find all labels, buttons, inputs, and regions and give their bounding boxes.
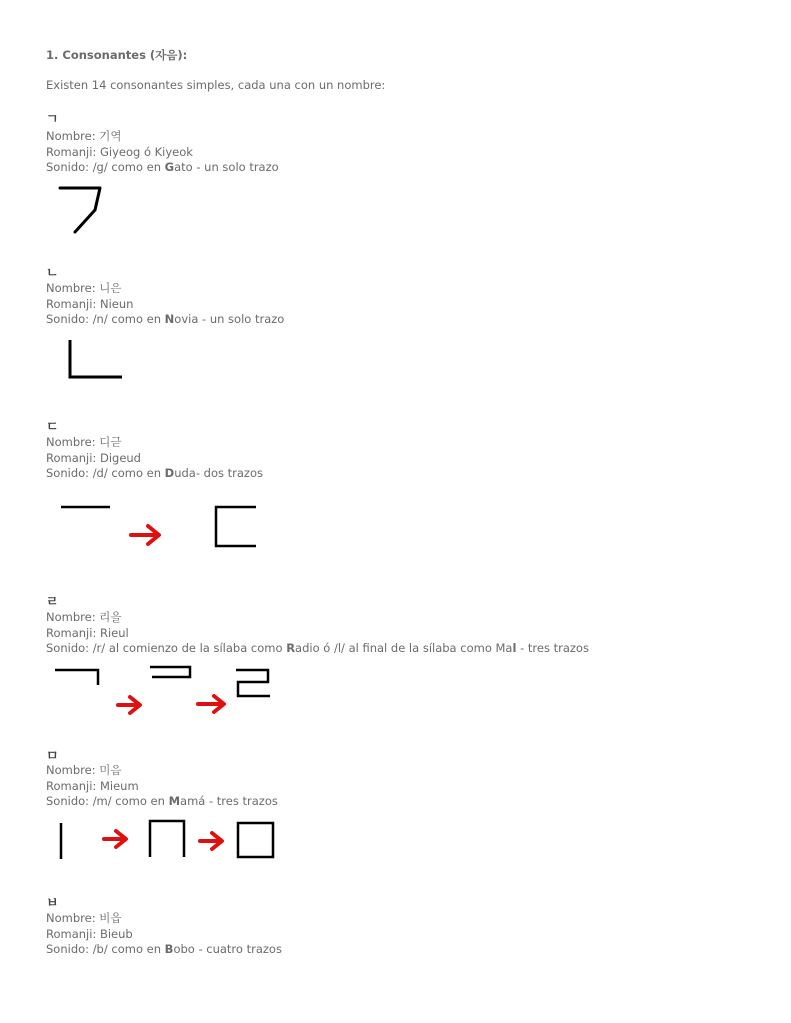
stroke-diagram-nieun xyxy=(60,335,130,385)
nombre-label: Nombre: xyxy=(46,129,96,143)
sonido-label: Sonido: xyxy=(46,160,90,174)
stroke-diagram-digeud xyxy=(55,495,275,555)
arrow-icon xyxy=(200,833,222,849)
stroke-result xyxy=(236,670,270,696)
nombre-label: Nombre: xyxy=(46,610,96,624)
jamo-rieul: ㄹ xyxy=(46,595,59,610)
sonido-label: Sonido: xyxy=(46,641,90,655)
romanji-label: Romanji: xyxy=(46,296,97,311)
sonido-label: Sonido: xyxy=(46,794,90,808)
jamo-bieub: ㅂ xyxy=(46,896,59,911)
romanji-label: Romanji: xyxy=(46,450,97,465)
stroke-1 xyxy=(60,188,100,232)
romanji-value: Mieum xyxy=(99,778,139,793)
nombre-value: 기역 xyxy=(99,129,122,143)
nombre-label: Nombre: xyxy=(46,435,96,449)
romanji-value: Giyeog ó Kiyeok xyxy=(99,144,193,159)
stroke-result xyxy=(216,507,256,546)
romanji-value: Nieun xyxy=(99,296,134,311)
sonido-label: Sonido: xyxy=(46,466,90,480)
stroke-result xyxy=(238,823,273,857)
nombre-value: 미음 xyxy=(99,763,122,777)
jamo-nieun: ㄴ xyxy=(46,266,59,281)
arrow-icon xyxy=(198,696,224,712)
stroke-diagram-rieul xyxy=(50,660,280,720)
stroke-1 xyxy=(70,340,122,377)
nombre-value: 디귿 xyxy=(99,435,122,449)
romanji-value: Bieub xyxy=(99,926,133,941)
nombre-value: 니은 xyxy=(99,281,122,295)
nombre-line-mieum: Nombre: 미음 Romanji: Mieum Sonido: /m/ como en Mamá - tres trazos xyxy=(46,763,278,808)
jamo-giyeok: ㄱ xyxy=(46,112,59,127)
romanji-value: Rieul xyxy=(99,625,129,640)
section-heading: 1. Consonantes (자음): xyxy=(46,48,188,62)
stroke-2 xyxy=(150,821,184,857)
romanji-label: Romanji: xyxy=(46,144,97,159)
sonido-label: Sonido: xyxy=(46,942,90,956)
intro-text: Existen 14 consonantes simples, cada una con un nombre: xyxy=(46,78,386,92)
stroke-diagram-giyeok xyxy=(55,180,115,240)
stroke-1 xyxy=(55,670,98,685)
nombre-line-digeud: Nombre: 디귿 Romanji: Digeud Sonido: /d/ como en Duda- dos trazos xyxy=(46,435,263,480)
romanji-value: Digeud xyxy=(99,450,141,465)
arrow-icon xyxy=(104,831,126,847)
nombre-label: Nombre: xyxy=(46,911,96,925)
arrow-icon xyxy=(118,697,140,713)
stroke-2 xyxy=(150,667,190,677)
jamo-mieum: ㅁ xyxy=(46,749,59,764)
nombre-line-giyeok: Nombre: 기역 Romanji: Giyeog ó Kiyeok Sonido: /g/ como en Gato - un solo trazo xyxy=(46,129,279,174)
nombre-line-nieun: Nombre: 니은 Romanji: Nieun Sonido: /n/ como en Novia - un solo trazo xyxy=(46,281,285,326)
nombre-label: Nombre: xyxy=(46,763,96,777)
nombre-line-rieul: Nombre: 리을 Romanji: Rieul Sonido: /r/ al comienzo de la sílaba como Radio ó /l/ al final de la sílaba como Mal - tres trazos xyxy=(46,610,589,655)
nombre-value: 리을 xyxy=(99,610,122,624)
romanji-label: Romanji: xyxy=(46,926,97,941)
jamo-digeud: ㄷ xyxy=(46,420,59,435)
stroke-diagram-mieum xyxy=(50,815,280,865)
romanji-label: Romanji: xyxy=(46,625,97,640)
romanji-label: Romanji: xyxy=(46,778,97,793)
nombre-label: Nombre: xyxy=(46,281,96,295)
arrow-icon xyxy=(131,526,159,544)
sonido-label: Sonido: xyxy=(46,312,90,326)
nombre-line-bieub: Nombre: 비읍 Romanji: Bieub Sonido: /b/ como en Bobo - cuatro trazos xyxy=(46,911,282,956)
nombre-value: 비읍 xyxy=(99,911,122,925)
